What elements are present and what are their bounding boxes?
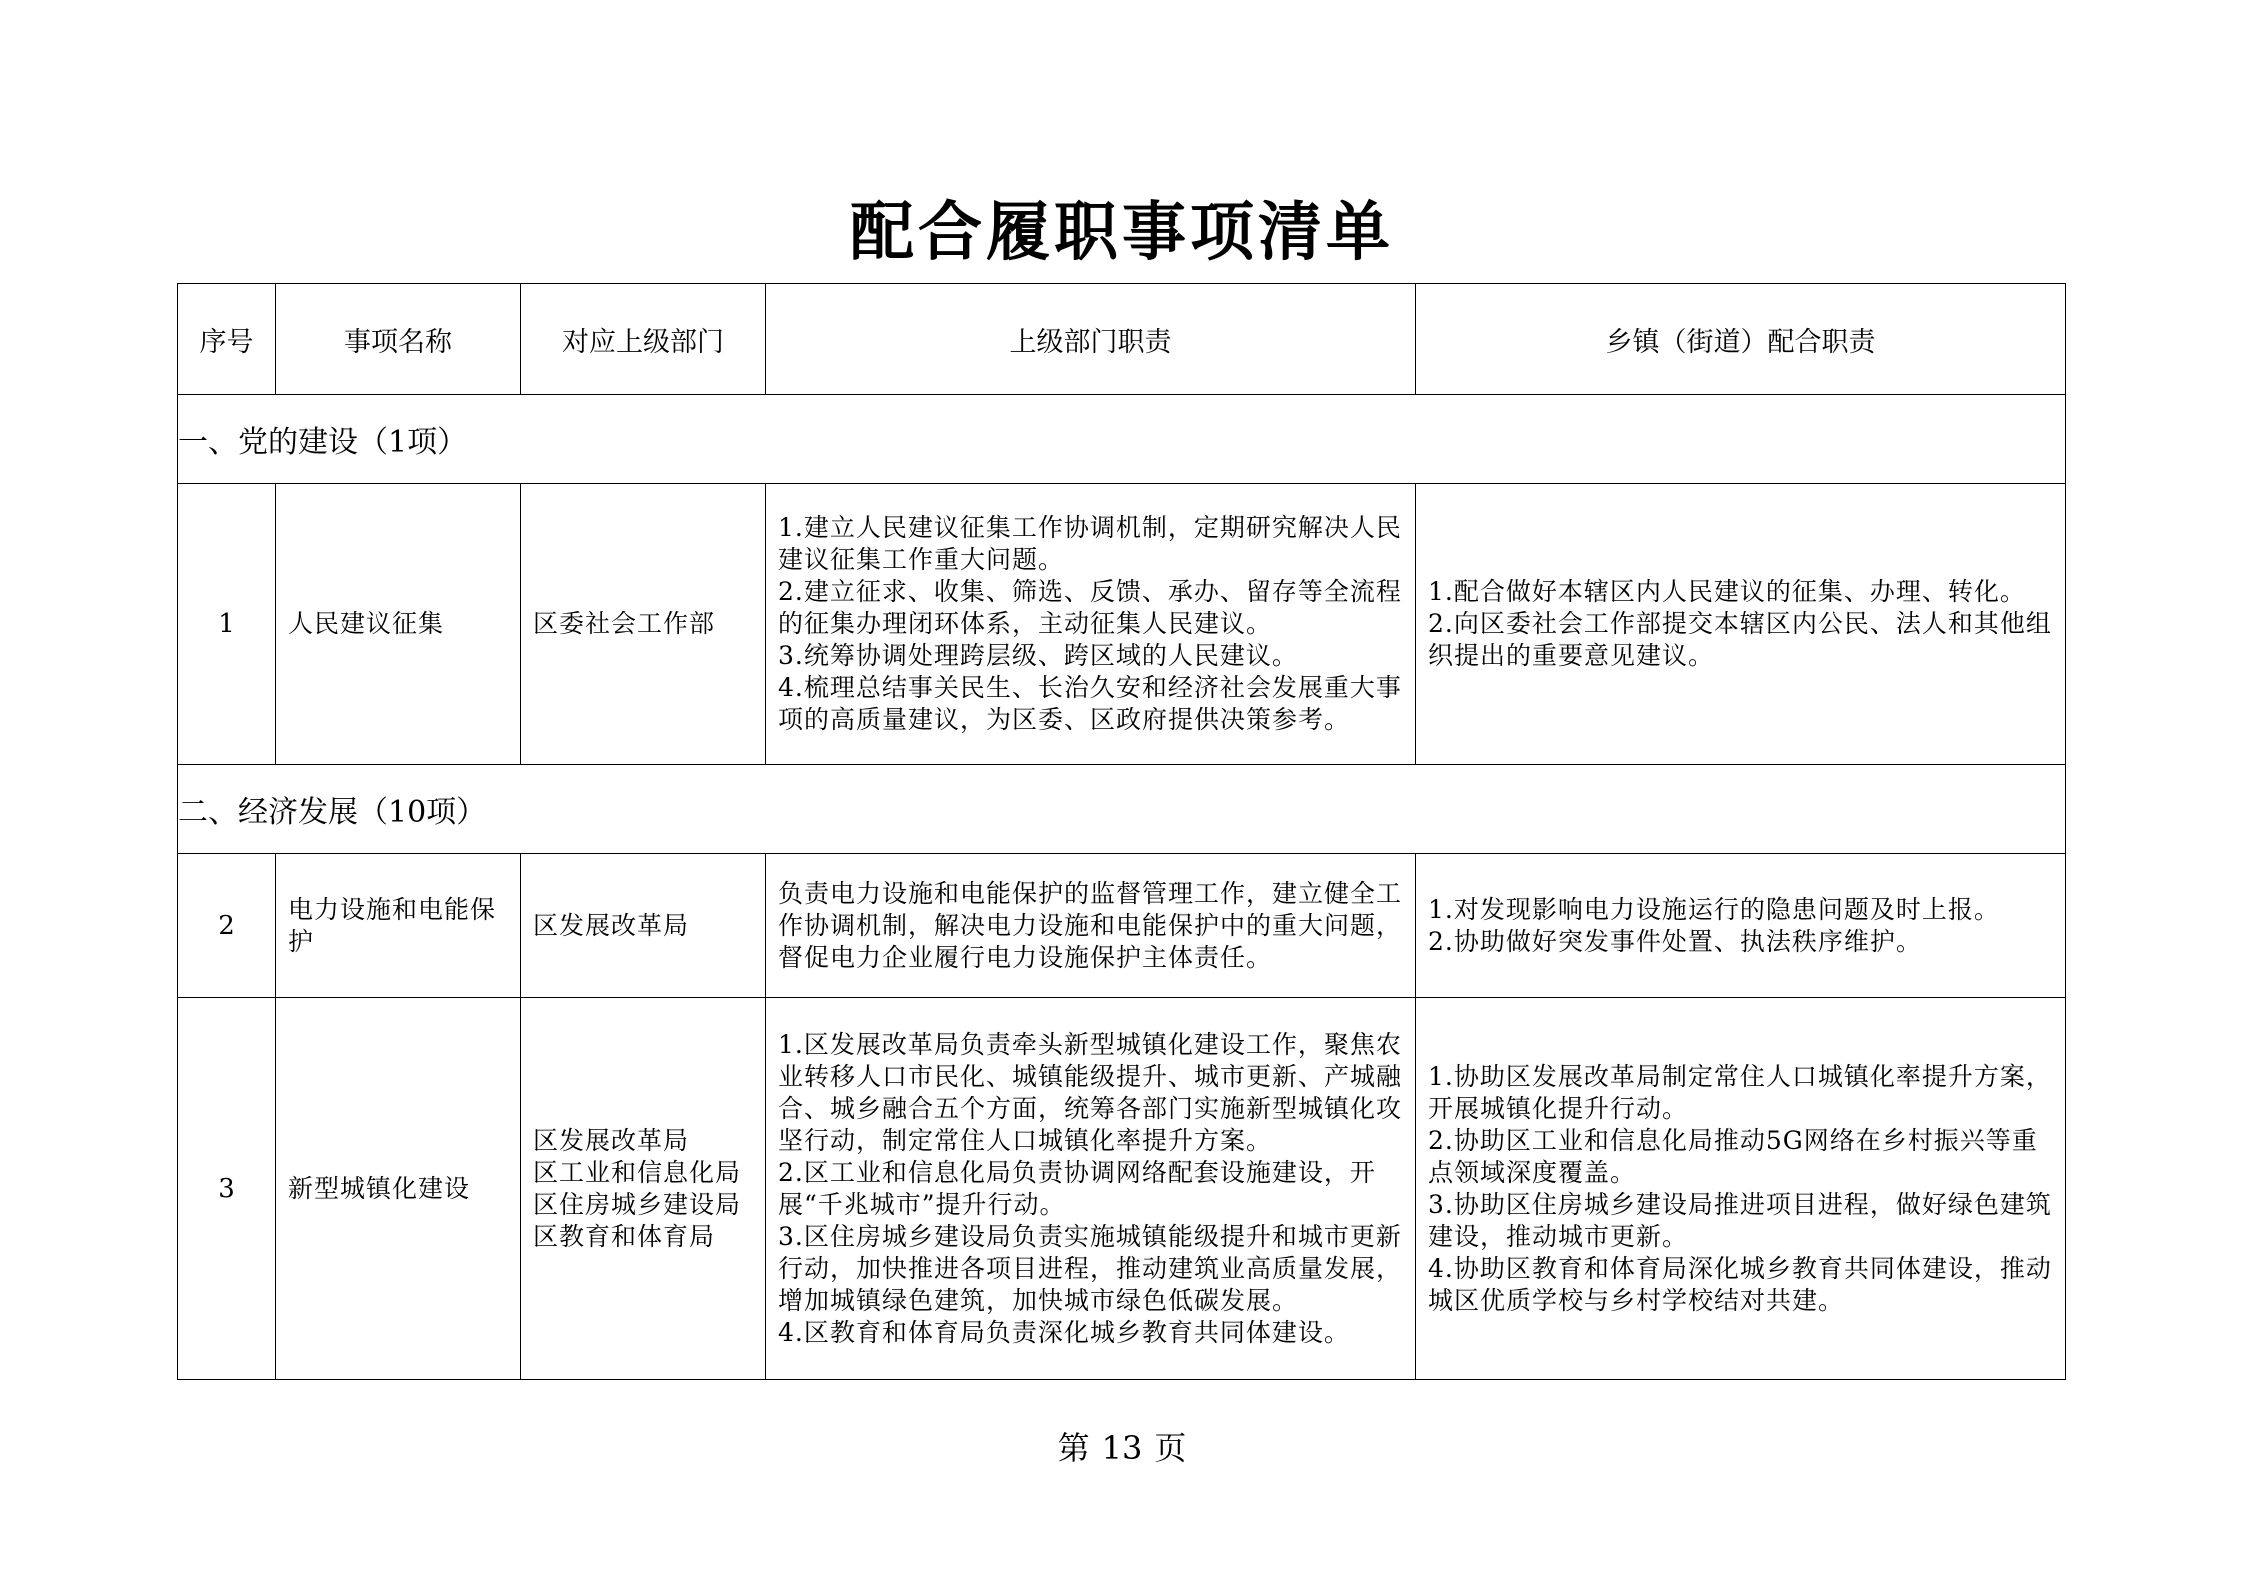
department: 区委社会工作部 <box>533 609 716 638</box>
header-cell: 上级部门职责 <box>766 284 1416 395</box>
coop-item: 1.配合做好本辖区内人民建议的征集、办理、转化。 <box>1428 577 2026 606</box>
table-row <box>178 998 2066 1380</box>
coop-item: 2.向区委社会工作部提交本辖区内公民、法人和其他组织提出的重要意见建议。 <box>1428 609 2052 670</box>
duty-item: 负责电力设施和电能保护的监督管理工作，建立健全工作协调机制，解决电力设施和电能保护中的重大问题，督促电力企业履行电力设施保护主体责任。 <box>778 878 1403 972</box>
table-header-row <box>178 284 2066 395</box>
duty-item: 2.区工业和信息化局负责协调网络配套设施建设，开展“千兆城市”提升行动。 <box>778 1157 1376 1219</box>
item-name: 电力设施和电能保护 <box>276 854 521 998</box>
duties-cell <box>766 484 1416 765</box>
department: 区发展改革局 <box>533 1125 690 1155</box>
section-label: 二、经济发展（10项） <box>178 765 2066 854</box>
department-cell <box>521 854 766 998</box>
duty-item: 1.区发展改革局负责牵头新型城镇化建设工作，聚焦农业转移人口市民化、城镇能级提升、城市更新、产城融合、城乡融合五个方面，统筹各部门实施新型城镇化攻坚行动，制定常住人口城镇化率提升方案。 <box>778 1029 1403 1155</box>
coop-item: 4.协助区教育和体育局深化城乡教育共同体建设，推动城区优质学校与乡村学校结对共建。 <box>1428 1253 2052 1315</box>
department: 区教育和体育局 <box>533 1221 716 1251</box>
duty-item: 3.区住房城乡建设局负责实施城镇能级提升和城市更新行动，加快推进各项目进程，推动建筑业高质量发展，增加城镇绿色建筑，加快城市绿色低碳发展。 <box>778 1221 1403 1315</box>
duties-cell <box>766 998 1416 1380</box>
department: 区发展改革局 <box>533 910 690 940</box>
row-number: 1 <box>178 484 276 765</box>
coop-cell <box>1416 484 2066 765</box>
page-prefix: 第 <box>1057 1429 1090 1467</box>
page-number: 13 <box>1101 1429 1143 1467</box>
section-label: 一、党的建设（1项） <box>178 395 2066 484</box>
department-cell <box>521 484 766 765</box>
item-name: 新型城镇化建设 <box>276 998 521 1380</box>
duties-cell <box>766 854 1416 998</box>
duty-item: 1.建立人民建议征集工作协调机制，定期研究解决人民建议征集工作重大问题。 <box>778 513 1402 574</box>
row-number: 2 <box>178 854 276 998</box>
coop-cell <box>1416 854 2066 998</box>
duty-table <box>177 283 2066 1380</box>
coop-item: 2.协助做好突发事件处置、执法秩序维护。 <box>1428 926 1922 956</box>
page-suffix: 页 <box>1154 1429 1187 1467</box>
page-title: 配合履职事项清单 <box>850 195 1394 270</box>
page-footer <box>0 1426 2244 1470</box>
header-cell: 对应上级部门 <box>521 284 766 395</box>
duty-item: 4.梳理总结事关民生、长治久安和经济社会发展重大事项的高质量建议，为区委、区政府提供决策参考。 <box>778 673 1402 734</box>
duty-item: 4.区教育和体育局负责深化城乡教育共同体建设。 <box>778 1317 1350 1347</box>
header-cell: 事项名称 <box>276 284 521 395</box>
department-cell <box>521 998 766 1380</box>
item-name: 人民建议征集 <box>276 484 521 765</box>
coop-item: 1.对发现影响电力设施运行的隐患问题及时上报。 <box>1428 894 2000 924</box>
table-row <box>178 854 2066 998</box>
header-cell: 乡镇（街道）配合职责 <box>1416 284 2066 395</box>
department: 区住房城乡建设局 <box>533 1189 742 1219</box>
header-cell: 序号 <box>178 284 276 395</box>
section-row <box>178 765 2066 854</box>
coop-cell <box>1416 998 2066 1380</box>
department: 区工业和信息化局 <box>533 1157 742 1187</box>
table-row <box>178 484 2066 765</box>
coop-item: 3.协助区住房城乡建设局推进项目进程，做好绿色建筑建设，推动城市更新。 <box>1428 1189 2052 1251</box>
row-number: 3 <box>178 998 276 1380</box>
coop-item: 1.协助区发展改革局制定常住人口城镇化率提升方案，开展城镇化提升行动。 <box>1428 1061 2052 1123</box>
coop-item: 2.协助区工业和信息化局推动5G网络在乡村振兴等重点领域深度覆盖。 <box>1428 1125 2038 1187</box>
duty-item: 2.建立征求、收集、筛选、反馈、承办、留存等全流程的征集办理闭环体系，主动征集人民建议。 <box>778 577 1402 638</box>
section-row <box>178 395 2066 484</box>
duty-item: 3.统筹协调处理跨层级、跨区域的人民建议。 <box>778 641 1298 670</box>
